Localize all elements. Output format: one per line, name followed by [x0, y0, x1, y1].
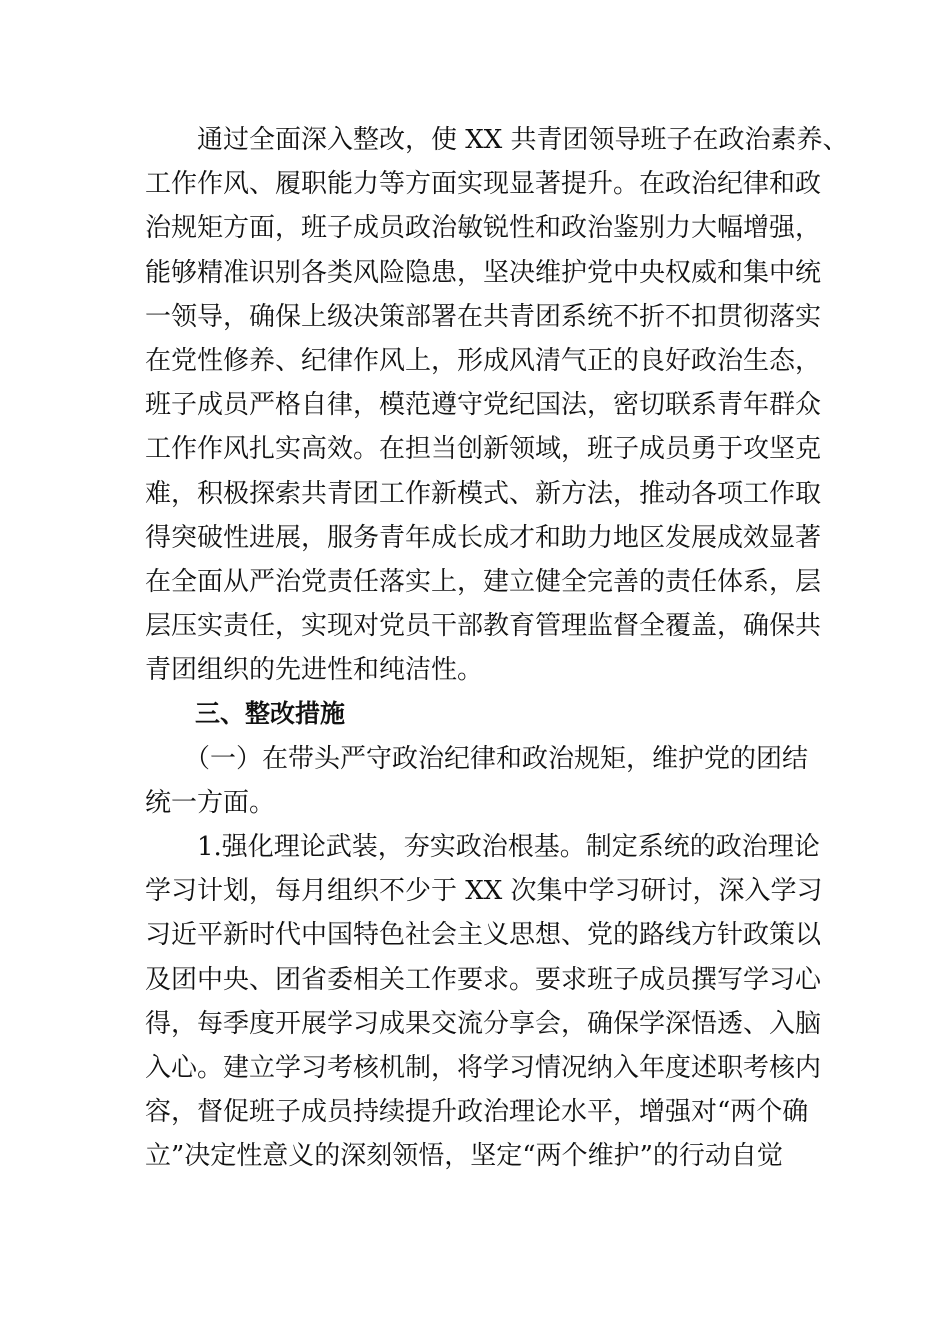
- paragraph-line: 学习计划，每月组织不少于 XX 次集中学习研讨，深入学习: [145, 876, 823, 907]
- document-body: [145, 118, 849, 1179]
- paragraph-line: 得，每季度开展学习成果交流分享会，确保学深悟透、入脑: [145, 1008, 822, 1039]
- paragraph-line: 容，督促班子成员持续提升政治理论水平，增强对“两个确: [145, 1097, 809, 1128]
- paragraph-line: 及团中央、团省委相关工作要求。要求班子成员撰写学习心: [145, 964, 822, 995]
- paragraph-line: 层压实责任，实现对党员干部教育管理监督全覆盖，确保共: [145, 611, 822, 642]
- paragraph-line: 通过全面深入整改，使 XX 共青团领导班子在政治素养、: [145, 125, 849, 155]
- section-heading: 三、整改措施: [145, 699, 346, 729]
- paragraph-line: 工作作风扎实高效。在担当创新领域，班子成员勇于攻坚克: [145, 434, 822, 465]
- paragraph-line: 在党性修养、纪律作风上，形成风清气正的良好政治生态，: [145, 345, 822, 376]
- paragraph-line: 能够精准识别各类风险隐患，坚决维护党中央权威和集中统: [145, 257, 822, 288]
- paragraph-line: 治规矩方面，班子成员政治敏锐性和政治鉴别力大幅增强，: [145, 213, 822, 244]
- paragraph-line: 入心。建立学习考核机制，将学习情况纳入年度述职考核内: [145, 1052, 822, 1083]
- paragraph-line: 一领导，确保上级决策部署在共青团系统不折不扣贯彻落实: [145, 301, 822, 332]
- paragraph-line: 难，积极探索共青团工作新模式、新方法，推动各项工作取: [145, 478, 822, 509]
- paragraph-line: 工作作风、履职能力等方面实现显著提升。在政治纪律和政: [145, 169, 822, 200]
- paragraph-line: 1.强化理论武装，夯实政治根基。制定系统的政治理论: [145, 832, 820, 862]
- paragraph-line: 班子成员严格自律，模范遵守党纪国法，密切联系青年群众: [145, 390, 822, 421]
- subsection-heading-line: 统一方面。: [145, 787, 276, 818]
- subsection-heading-line: （一）在带头严守政治纪律和政治规矩，维护党的团结: [145, 743, 809, 774]
- paragraph-line: 得突破性进展，服务青年成长成才和助力地区发展成效显著: [145, 522, 822, 553]
- paragraph-line: 青团组织的先进性和纯洁性。: [145, 655, 484, 686]
- paragraph-line: 在全面从严治党责任落实上，建立健全完善的责任体系，层: [145, 566, 822, 597]
- paragraph-line: 习近平新时代中国特色社会主义思想、党的路线方针政策以: [145, 920, 822, 951]
- paragraph-line: 立”决定性意义的深刻领悟，坚定“两个维护”的行动自觉: [145, 1141, 783, 1172]
